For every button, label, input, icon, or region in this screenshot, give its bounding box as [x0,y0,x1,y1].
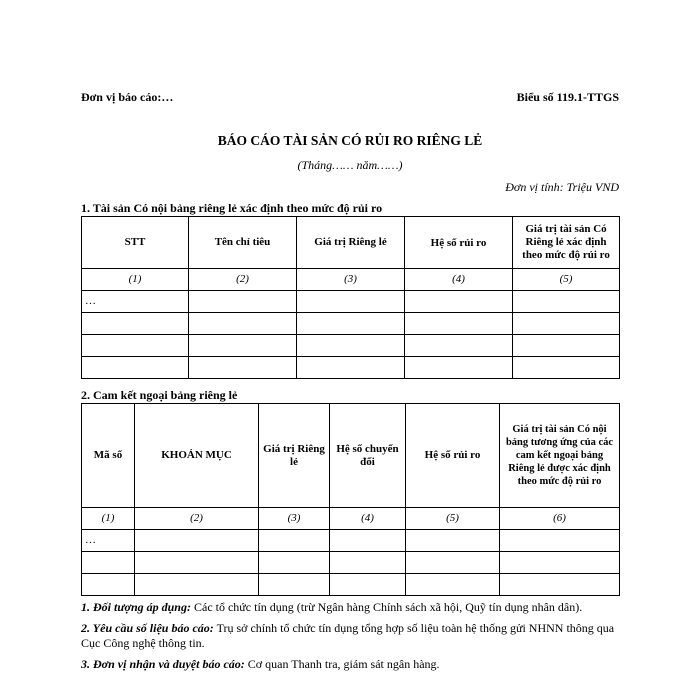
table-cell [259,574,330,596]
table-cell [297,313,405,335]
col-header: Hệ số chuyển đổi [330,404,406,508]
col-number: (5) [406,508,500,530]
table-cell [189,291,297,313]
table-header-row [82,217,620,269]
table-row [82,313,620,335]
report-title: BÁO CÁO TÀI SẢN CÓ RỦI RO RIÊNG LẺ [217,133,483,148]
table-cell [406,530,500,552]
table-cell [405,291,513,313]
col-header: Giá trị tài sản Có nội bảng tương ứng của các cam kết ngoại bảng Riêng lẻ được xác định theo mức độ rủi ro [500,404,620,508]
note-text: Cơ quan Thanh tra, giám sát ngân hàng. [244,657,440,671]
col-header: STT [82,217,189,269]
col-header: Giá trị tài sản Có Riêng lẻ xác định theo mức độ rủi ro [513,217,620,269]
note-label: 1. Đối tượng áp dụng: [81,600,191,614]
table-row [82,335,620,357]
table-cell [513,335,620,357]
table-cell [82,313,189,335]
off-balance-table [81,403,620,596]
col-header: Giá trị Riêng lẻ [259,404,330,508]
table-cell [259,552,330,574]
table-cell [500,530,620,552]
col-number-row [82,269,620,291]
table-cell [189,357,297,379]
table-row [82,291,620,313]
col-header: Hệ số rủi ro [406,404,500,508]
col-number: (2) [135,508,259,530]
table-row [82,530,620,552]
table-cell [330,574,406,596]
table-row [82,552,620,574]
table-cell [330,530,406,552]
table-cell [513,291,620,313]
note-label: 2. Yêu cầu số liệu báo cáo: [81,621,214,635]
table-cell [297,291,405,313]
col-number: (4) [330,508,406,530]
table-row [82,357,620,379]
table-cell [82,574,135,596]
table-cell [500,574,620,596]
section2-title: 2. Cam kết ngoại bảng riêng lẻ [81,388,238,402]
table-row [82,574,620,596]
note-item [81,621,621,651]
col-number: (1) [82,269,189,291]
reporting-unit-label: Đơn vị báo cáo:… [81,90,174,104]
table-cell [405,313,513,335]
table-cell [135,530,259,552]
row-marker: … [82,291,189,313]
table-cell [297,335,405,357]
table-cell [405,357,513,379]
note-item [81,657,621,672]
col-number-row [82,508,620,530]
table-cell [297,357,405,379]
col-header: Mã số [82,404,135,508]
table-cell [330,552,406,574]
table-cell [406,552,500,574]
table-cell [82,552,135,574]
col-header: KHOẢN MỤC [135,404,259,508]
col-number: (5) [513,269,620,291]
section1-title: 1. Tài sản Có nội bảng riêng lẻ xác định theo mức độ rủi ro [81,201,383,215]
on-balance-table [81,216,620,379]
note-label: 3. Đơn vị nhận và duyệt báo cáo: [81,657,245,671]
row-marker: … [82,530,135,552]
table-cell [259,530,330,552]
note-item [81,600,621,615]
notes-section [81,600,621,678]
table-cell [500,552,620,574]
col-header: Hệ số rủi ro [405,217,513,269]
col-number: (3) [259,508,330,530]
table-cell [82,357,189,379]
col-header: Giá trị Riêng lẻ [297,217,405,269]
col-header: Tên chỉ tiêu [189,217,297,269]
table-cell [405,335,513,357]
note-text: Trụ sở chính tổ chức tín dụng tổng hợp số liệu toàn hệ thống gửi NHNN thông qua Cục Công nghệ thông tin. [81,621,615,650]
table-cell [189,335,297,357]
table-cell [189,313,297,335]
report-period: (Tháng…… năm……) [297,158,403,172]
table-cell [513,313,620,335]
table-cell [135,574,259,596]
form-code: Biểu số 119.1-TTGS [516,90,619,104]
table-header-row [82,404,620,508]
table-cell [135,552,259,574]
note-text: Các tổ chức tín dụng (trừ Ngân hàng Chính sách xã hội, Quỹ tín dụng nhân dân). [190,600,583,614]
currency-unit: Đơn vị tính: Triệu VND [505,180,619,194]
table-cell [82,335,189,357]
col-number: (1) [82,508,135,530]
table-cell [406,574,500,596]
col-number: (2) [189,269,297,291]
col-number: (4) [405,269,513,291]
col-number: (3) [297,269,405,291]
table-cell [513,357,620,379]
col-number: (6) [500,508,620,530]
